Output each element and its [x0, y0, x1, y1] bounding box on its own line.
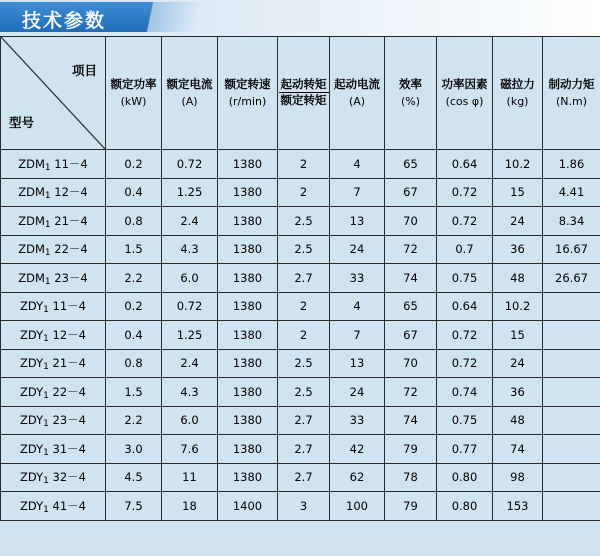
table-row	[1, 207, 600, 236]
cell-rated-speed: 1380	[218, 264, 278, 293]
cell-rated-current: 0.72	[162, 292, 218, 321]
header-banner	[0, 0, 600, 36]
cell-model: $ZDM_1$ 21－4	[1, 207, 106, 236]
header-rated-power-label: 额定功率	[110, 77, 157, 92]
cell-magnetic-force: 36	[493, 235, 543, 264]
header-torque-ratio	[278, 37, 330, 150]
page-title: 技术参数	[22, 10, 107, 32]
cell-efficiency: 72	[385, 235, 437, 264]
cell-brake-torque	[543, 349, 600, 378]
header-rated-current-label: 额定电流	[166, 77, 213, 92]
cell-brake-torque: 1.86	[543, 150, 600, 179]
cell-magnetic-force: 24	[493, 207, 543, 236]
table-row	[1, 264, 600, 293]
cell-torque-ratio: 2.7	[278, 264, 330, 293]
cell-model: $ZDY_1$ 22－4	[1, 378, 106, 407]
cell-rated-speed: 1380	[218, 463, 278, 492]
cell-brake-torque: 16.67	[543, 235, 600, 264]
cell-start-current: 42	[330, 435, 385, 464]
cell-efficiency: 65	[385, 292, 437, 321]
cell-brake-torque	[543, 406, 600, 435]
cell-model: $ZDM_1$ 12－4	[1, 178, 106, 207]
header-start-current-unit: (A)	[348, 94, 366, 108]
cell-magnetic-force: 36	[493, 378, 543, 407]
cell-magnetic-force: 153	[493, 492, 543, 521]
cell-model: $ZDY_1$ 12－4	[1, 321, 106, 350]
header-magnetic-force	[493, 37, 543, 150]
cell-magnetic-force: 24	[493, 349, 543, 378]
cell-start-current: 7	[330, 321, 385, 350]
spec-table-container	[0, 36, 600, 556]
cell-torque-ratio: 2	[278, 178, 330, 207]
cell-efficiency: 67	[385, 321, 437, 350]
cell-magnetic-force: 10.2	[493, 292, 543, 321]
header-rated-current	[162, 37, 218, 150]
cell-rated-power: 1.5	[106, 378, 162, 407]
header-start-current-label: 起动电流	[334, 77, 380, 92]
cell-rated-power: 0.2	[106, 150, 162, 179]
specification-table	[0, 36, 600, 521]
cell-magnetic-force: 15	[493, 321, 543, 350]
cell-power-factor: 0.64	[437, 292, 493, 321]
header-brake-torque	[543, 37, 600, 150]
cell-torque-ratio: 2.7	[278, 406, 330, 435]
cell-model: $ZDY_1$ 11－4	[1, 292, 106, 321]
table-row	[1, 349, 600, 378]
cell-rated-current: 4.3	[162, 378, 218, 407]
cell-rated-current: 2.4	[162, 207, 218, 236]
cell-start-current: 7	[330, 178, 385, 207]
cell-rated-power: 0.8	[106, 349, 162, 378]
table-row	[1, 463, 600, 492]
cell-rated-power: 0.4	[106, 321, 162, 350]
cell-model: $ZDM_1$ 22－4	[1, 235, 106, 264]
cell-torque-ratio: 2	[278, 321, 330, 350]
cell-start-current: 33	[330, 406, 385, 435]
cell-efficiency: 74	[385, 406, 437, 435]
cell-rated-current: 6.0	[162, 264, 218, 293]
table-row	[1, 235, 600, 264]
cell-power-factor: 0.80	[437, 492, 493, 521]
cell-rated-current: 1.25	[162, 321, 218, 350]
header-start-current	[330, 37, 385, 150]
cell-torque-ratio: 2.5	[278, 207, 330, 236]
header-corner-cell	[1, 37, 106, 150]
cell-torque-ratio: 2	[278, 150, 330, 179]
cell-rated-speed: 1400	[218, 492, 278, 521]
cell-model: $ZDY_1$ 21－4	[1, 349, 106, 378]
header-power-factor-label: 功率因素	[441, 77, 488, 92]
cell-model: $ZDM_1$ 23－4	[1, 264, 106, 293]
cell-rated-power: 1.5	[106, 235, 162, 264]
cell-power-factor: 0.72	[437, 207, 493, 236]
table-row	[1, 378, 600, 407]
cell-power-factor: 0.7	[437, 235, 493, 264]
cell-model: $ZDM_1$ 11－4	[1, 150, 106, 179]
header-power-factor-unit: (cos φ)	[445, 94, 484, 108]
cell-rated-current: 2.4	[162, 349, 218, 378]
cell-power-factor: 0.80	[437, 463, 493, 492]
cell-rated-current: 7.6	[162, 435, 218, 464]
diagonal-line-icon	[1, 37, 105, 149]
cell-rated-speed: 1380	[218, 292, 278, 321]
cell-brake-torque	[543, 321, 600, 350]
cell-rated-current: 18	[162, 492, 218, 521]
header-rated-speed-unit: (r/min)	[228, 94, 267, 108]
cell-rated-power: 2.2	[106, 406, 162, 435]
banner-accent-bar-secondary	[147, 2, 199, 32]
cell-brake-torque	[543, 292, 600, 321]
cell-rated-speed: 1380	[218, 435, 278, 464]
table-header-row	[1, 37, 600, 150]
table-row	[1, 150, 600, 179]
cell-torque-ratio: 2	[278, 292, 330, 321]
cell-rated-current: 11	[162, 463, 218, 492]
table-row	[1, 292, 600, 321]
table-row	[1, 321, 600, 350]
table-row	[1, 435, 600, 464]
cell-torque-ratio: 2.5	[278, 378, 330, 407]
cell-power-factor: 0.72	[437, 349, 493, 378]
table-body	[1, 150, 600, 521]
cell-rated-power: 2.2	[106, 264, 162, 293]
cell-torque-ratio: 2.5	[278, 349, 330, 378]
cell-power-factor: 0.64	[437, 150, 493, 179]
header-rated-speed-label: 额定转速	[224, 77, 271, 92]
cell-magnetic-force: 15	[493, 178, 543, 207]
cell-rated-speed: 1380	[218, 321, 278, 350]
cell-start-current: 33	[330, 264, 385, 293]
header-magnetic-force-unit: (kg)	[506, 94, 529, 108]
cell-start-current: 4	[330, 292, 385, 321]
header-rated-power	[106, 37, 162, 150]
header-brake-torque-unit: (N.m)	[555, 94, 588, 108]
cell-magnetic-force: 48	[493, 264, 543, 293]
cell-model: $ZDY_1$ 41－4	[1, 492, 106, 521]
header-efficiency-unit: (%)	[400, 94, 421, 108]
cell-efficiency: 79	[385, 492, 437, 521]
cell-power-factor: 0.74	[437, 378, 493, 407]
header-rated-current-unit: (A)	[181, 94, 198, 108]
cell-rated-speed: 1380	[218, 349, 278, 378]
cell-power-factor: 0.77	[437, 435, 493, 464]
cell-power-factor: 0.72	[437, 321, 493, 350]
cell-rated-current: 1.25	[162, 178, 218, 207]
cell-start-current: 13	[330, 207, 385, 236]
cell-brake-torque: 26.67	[543, 264, 600, 293]
header-brake-torque-label: 制动力矩	[548, 77, 595, 92]
cell-model: $ZDY_1$ 32－4	[1, 463, 106, 492]
cell-brake-torque: 8.34	[543, 207, 600, 236]
header-magnetic-force-label: 磁拉力	[500, 77, 535, 92]
cell-brake-torque: 4.41	[543, 178, 600, 207]
cell-efficiency: 79	[385, 435, 437, 464]
header-corner-top-label: 项目	[71, 63, 97, 78]
cell-power-factor: 0.75	[437, 264, 493, 293]
cell-rated-power: 3.0	[106, 435, 162, 464]
cell-rated-current: 6.0	[162, 406, 218, 435]
cell-magnetic-force: 74	[493, 435, 543, 464]
cell-rated-power: 0.2	[106, 292, 162, 321]
cell-rated-speed: 1380	[218, 378, 278, 407]
cell-magnetic-force: 98	[493, 463, 543, 492]
cell-rated-current: 0.72	[162, 150, 218, 179]
header-torque-ratio-denominator: 额定转矩	[280, 93, 327, 108]
cell-power-factor: 0.75	[437, 406, 493, 435]
cell-torque-ratio: 3	[278, 492, 330, 521]
cell-start-current: 100	[330, 492, 385, 521]
cell-rated-power: 4.5	[106, 463, 162, 492]
cell-efficiency: 67	[385, 178, 437, 207]
table-row	[1, 406, 600, 435]
header-corner-bottom-label: 型号	[9, 115, 35, 131]
cell-start-current: 24	[330, 235, 385, 264]
cell-efficiency: 65	[385, 150, 437, 179]
header-torque-ratio-numerator: 起动转矩	[279, 78, 329, 93]
cell-model: $ZDY_1$ 23－4	[1, 406, 106, 435]
cell-efficiency: 74	[385, 264, 437, 293]
cell-torque-ratio: 2.7	[278, 435, 330, 464]
cell-start-current: 24	[330, 378, 385, 407]
cell-brake-torque	[543, 435, 600, 464]
cell-start-current: 13	[330, 349, 385, 378]
cell-power-factor: 0.72	[437, 178, 493, 207]
cell-rated-power: 0.4	[106, 178, 162, 207]
cell-brake-torque	[543, 492, 600, 521]
cell-torque-ratio: 2.7	[278, 463, 330, 492]
header-rated-speed	[218, 37, 278, 150]
cell-rated-current: 4.3	[162, 235, 218, 264]
cell-start-current: 62	[330, 463, 385, 492]
cell-efficiency: 78	[385, 463, 437, 492]
cell-efficiency: 70	[385, 349, 437, 378]
cell-brake-torque	[543, 463, 600, 492]
cell-magnetic-force: 10.2	[493, 150, 543, 179]
header-power-factor	[437, 37, 493, 150]
cell-efficiency: 70	[385, 207, 437, 236]
cell-rated-speed: 1380	[218, 178, 278, 207]
cell-rated-speed: 1380	[218, 150, 278, 179]
cell-magnetic-force: 48	[493, 406, 543, 435]
cell-start-current: 4	[330, 150, 385, 179]
cell-rated-power: 0.8	[106, 207, 162, 236]
cell-rated-power: 7.5	[106, 492, 162, 521]
header-rated-power-unit: (kW)	[120, 94, 147, 108]
header-efficiency	[385, 37, 437, 150]
table-row	[1, 492, 600, 521]
cell-model: $ZDY_1$ 31－4	[1, 435, 106, 464]
table-row	[1, 178, 600, 207]
header-efficiency-label: 效率	[399, 77, 422, 92]
cell-torque-ratio: 2.5	[278, 235, 330, 264]
cell-brake-torque	[543, 378, 600, 407]
cell-rated-speed: 1380	[218, 207, 278, 236]
cell-efficiency: 72	[385, 378, 437, 407]
cell-rated-speed: 1380	[218, 406, 278, 435]
cell-rated-speed: 1380	[218, 235, 278, 264]
